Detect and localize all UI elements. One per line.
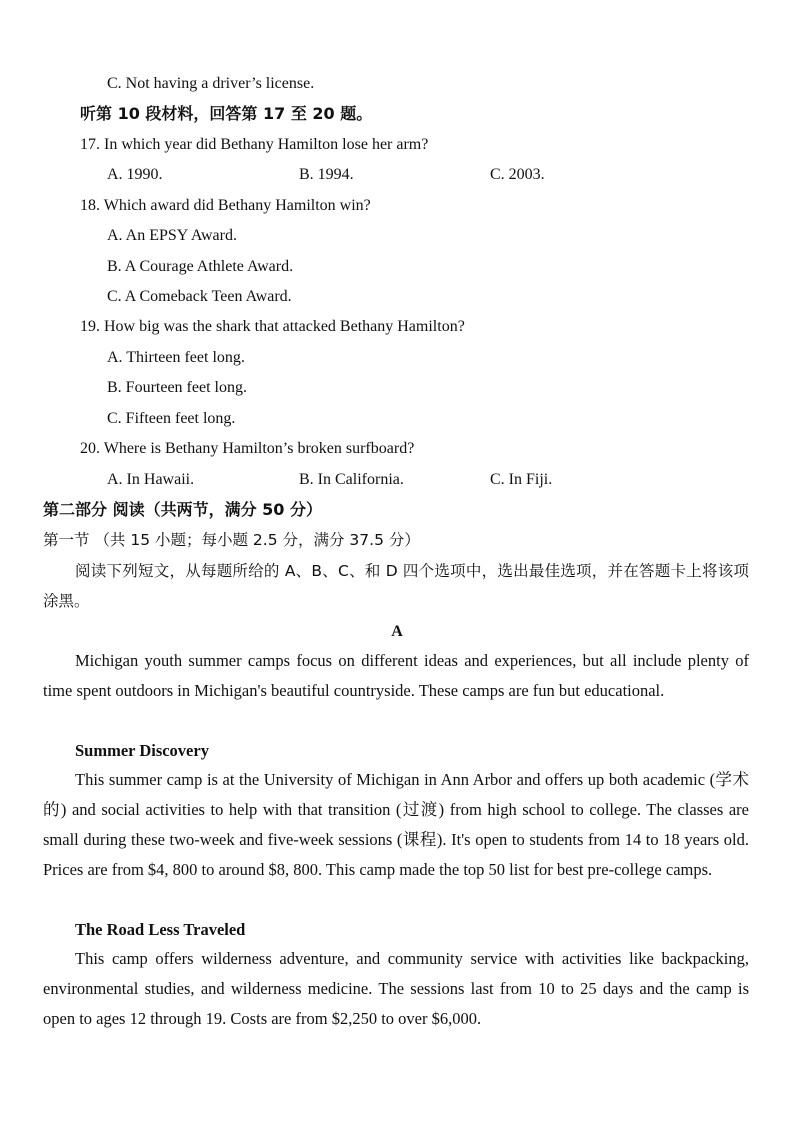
passage-intro: Michigan youth summer camps focus on different ideas and experiences, but all include plenty of time spent outdoors in Michigan's beautiful countryside. These camps are fun but educational. [43, 651, 749, 700]
part2-title: 第二部分 阅读（共两节，满分 50 分） [43, 500, 322, 519]
q17-stem: 17. In which year did Bethany Hamilton lose her arm? [80, 136, 429, 153]
section1-title: 第一节 （共 15 小题；每小题 2.5 分，满分 37.5 分） [43, 531, 420, 549]
section-10-header: 听第 10 段材料，回答第 17 至 20 题。 [80, 104, 373, 123]
q17-option-b: B. 1994. [299, 166, 354, 183]
q20-stem: 20. Where is Bethany Hamilton’s broken surfboard? [80, 440, 415, 457]
passage-letter: A [391, 623, 403, 640]
camp2-text: This camp offers wilderness adventure, and community service with activities like backpacking, environmental studies, and wilderness medicine. The sessions last from 10 to 25 days and the camp is open to ages 12 through 19. Costs are from $2,250 to over $6,000. [43, 949, 749, 1028]
q20-option-c: C. In Fiji. [490, 471, 553, 488]
q20-option-b: B. In California. [299, 471, 404, 488]
q18-option-b: B. A Courage Athlete Award. [107, 258, 294, 275]
q20-option-a: A. In Hawaii. [107, 471, 195, 488]
q18-option-c: C. A Comeback Teen Award. [107, 288, 292, 305]
q18-option-a: A. An EPSY Award. [107, 227, 237, 244]
q19-stem: 19. How big was the shark that attacked Bethany Hamilton? [80, 318, 465, 335]
q19-option-a: A. Thirteen feet long. [107, 349, 245, 366]
q17-option-a: A. 1990. [107, 166, 163, 183]
camp1-title: Summer Discovery [75, 741, 209, 760]
q17-option-c: C. 2003. [490, 166, 545, 183]
reading-instructions: 阅读下列短文，从每题所给的 A、B、C、和 D 四个选项中，选出最佳选项，并在答题卡上将该项涂黑。 [43, 562, 749, 610]
q19-option-b: B. Fourteen feet long. [107, 379, 247, 396]
q16-option-c: C. Not having a driver’s license. [107, 75, 315, 92]
camp2-title: The Road Less Traveled [75, 920, 246, 939]
camp1-text: This summer camp is at the University of Michigan in Ann Arbor and offers up both academic (学术的) and social activities to help with that transition (过渡) from high school to college. The classes are small during these two-week and five-week sessions (课程). It's open to students from 14 to 18 years old. Prices are from $4, 800 to around $8, 800. This camp made the top 50 list for best pre-college camps. [43, 770, 749, 879]
q19-option-c: C. Fifteen feet long. [107, 410, 236, 427]
q18-stem: 18. Which award did Bethany Hamilton win? [80, 197, 371, 214]
